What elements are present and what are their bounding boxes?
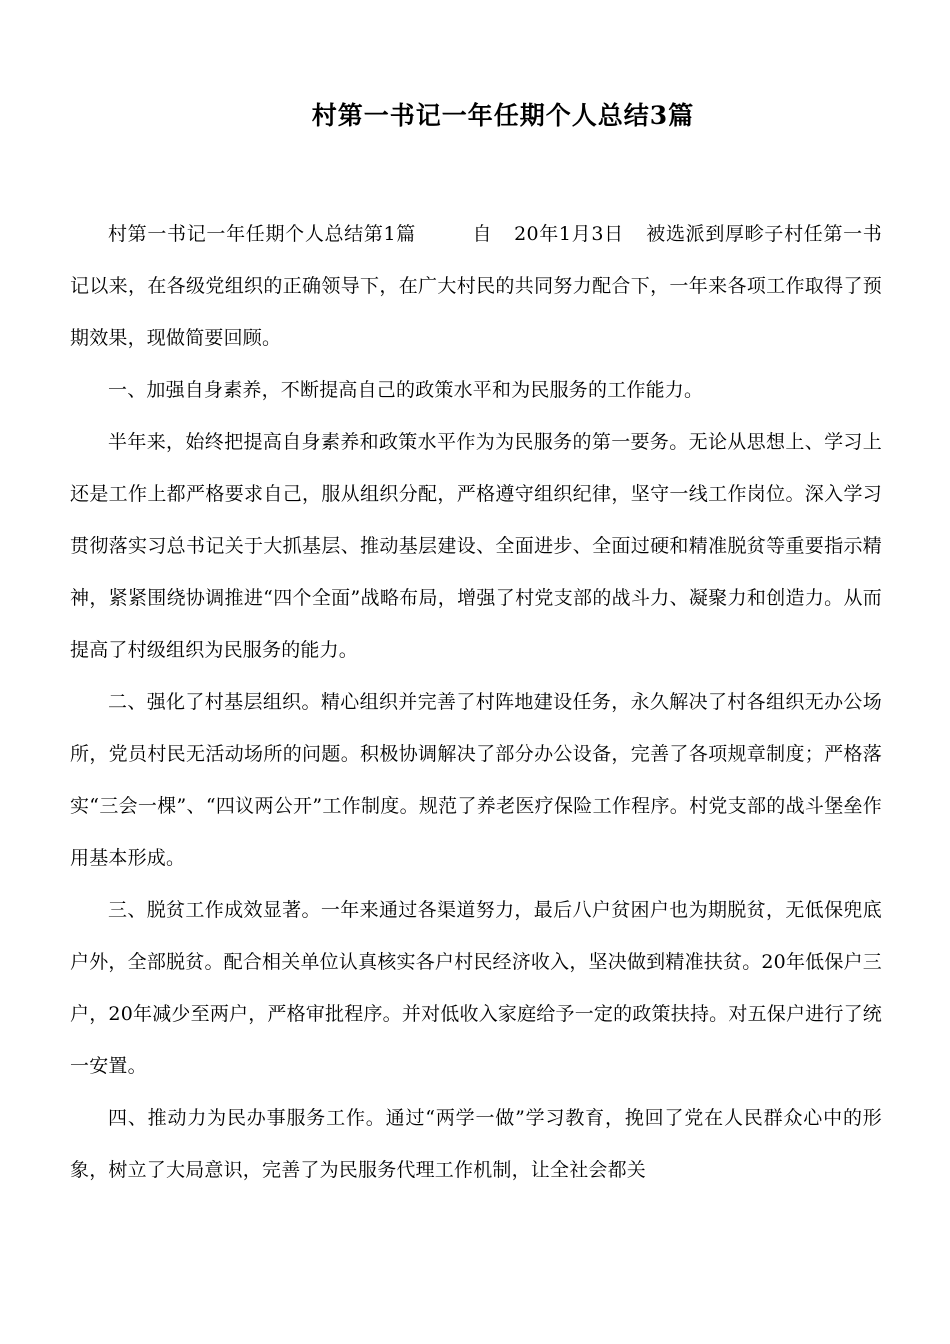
intro-paragraph [70, 208, 882, 364]
paragraph-section-4: 四、推动力为民办事服务工作。通过“两学一做”学习教育，挽回了党在人民群众心中的形象，树立了大局意识，完善了为民服务代理工作机制，让全社会都关 [70, 1107, 882, 1181]
paragraph-section-1: 一、加强自身素养，不断提高自己的政策水平和为民服务的工作能力。 [108, 379, 704, 401]
intro-rest: 被选派到厚畛子村任第一书记以来，在各级党组织的正确领导下，在广大村民的共同努力配合下，一年来各项工作取得了预期效果，现做简要回顾。 [70, 223, 883, 349]
document-title: 村第一书记一年任期个人总结3篇 [311, 101, 695, 130]
intro-heading: 村第一书记一年任期个人总结第1篇 [108, 223, 416, 245]
paragraph-section-2: 二、强化了村基层组织。精心组织并完善了村阵地建设任务，永久解决了村各组织无办公场所，党员村民无活动场所的问题。积极协调解决了部分办公设备，完善了各项规章制度；严格落实“三会一棵”、“四议两公开”工作制度。规范了养老医疗保险工作程序。村党支部的战斗堡垒作用基本形成。 [70, 691, 882, 869]
document-body [70, 208, 882, 1196]
paragraph-section-1-body: 半年来，始终把提高自身素养和政策水平作为为民服务的第一要务。无论从思想上、学习上还是工作上都严格要求自己，服从组织分配，严格遵守组织纪律，坚守一线工作岗位。深入学习贯彻落实习总书记关于大抓基层、推动基层建设、全面进步、全面过硬和精准脱贫等重要指示精神，紧紧围绕协调推进“四个全面”战略布局，增强了村党支部的战斗力、凝聚力和创造力。从而提高了村级组织为民服务的能力。 [70, 431, 882, 661]
paragraph-section-3: 三、脱贫工作成效显著。一年来通过各渠道努力，最后八户贫困户也为期脱贫，无低保兜底户外，全部脱贫。配合相关单位认真核实各户村民经济收入，坚决做到精准扶贫。20年低保户三户，20年减少至两户，严格审批程序。并对低收入家庭给予一定的政策扶持。对五保户进行了统一安置。 [70, 899, 882, 1077]
intro-lead: 自 [472, 223, 493, 245]
intro-date: 20年1月3日 [514, 223, 624, 245]
